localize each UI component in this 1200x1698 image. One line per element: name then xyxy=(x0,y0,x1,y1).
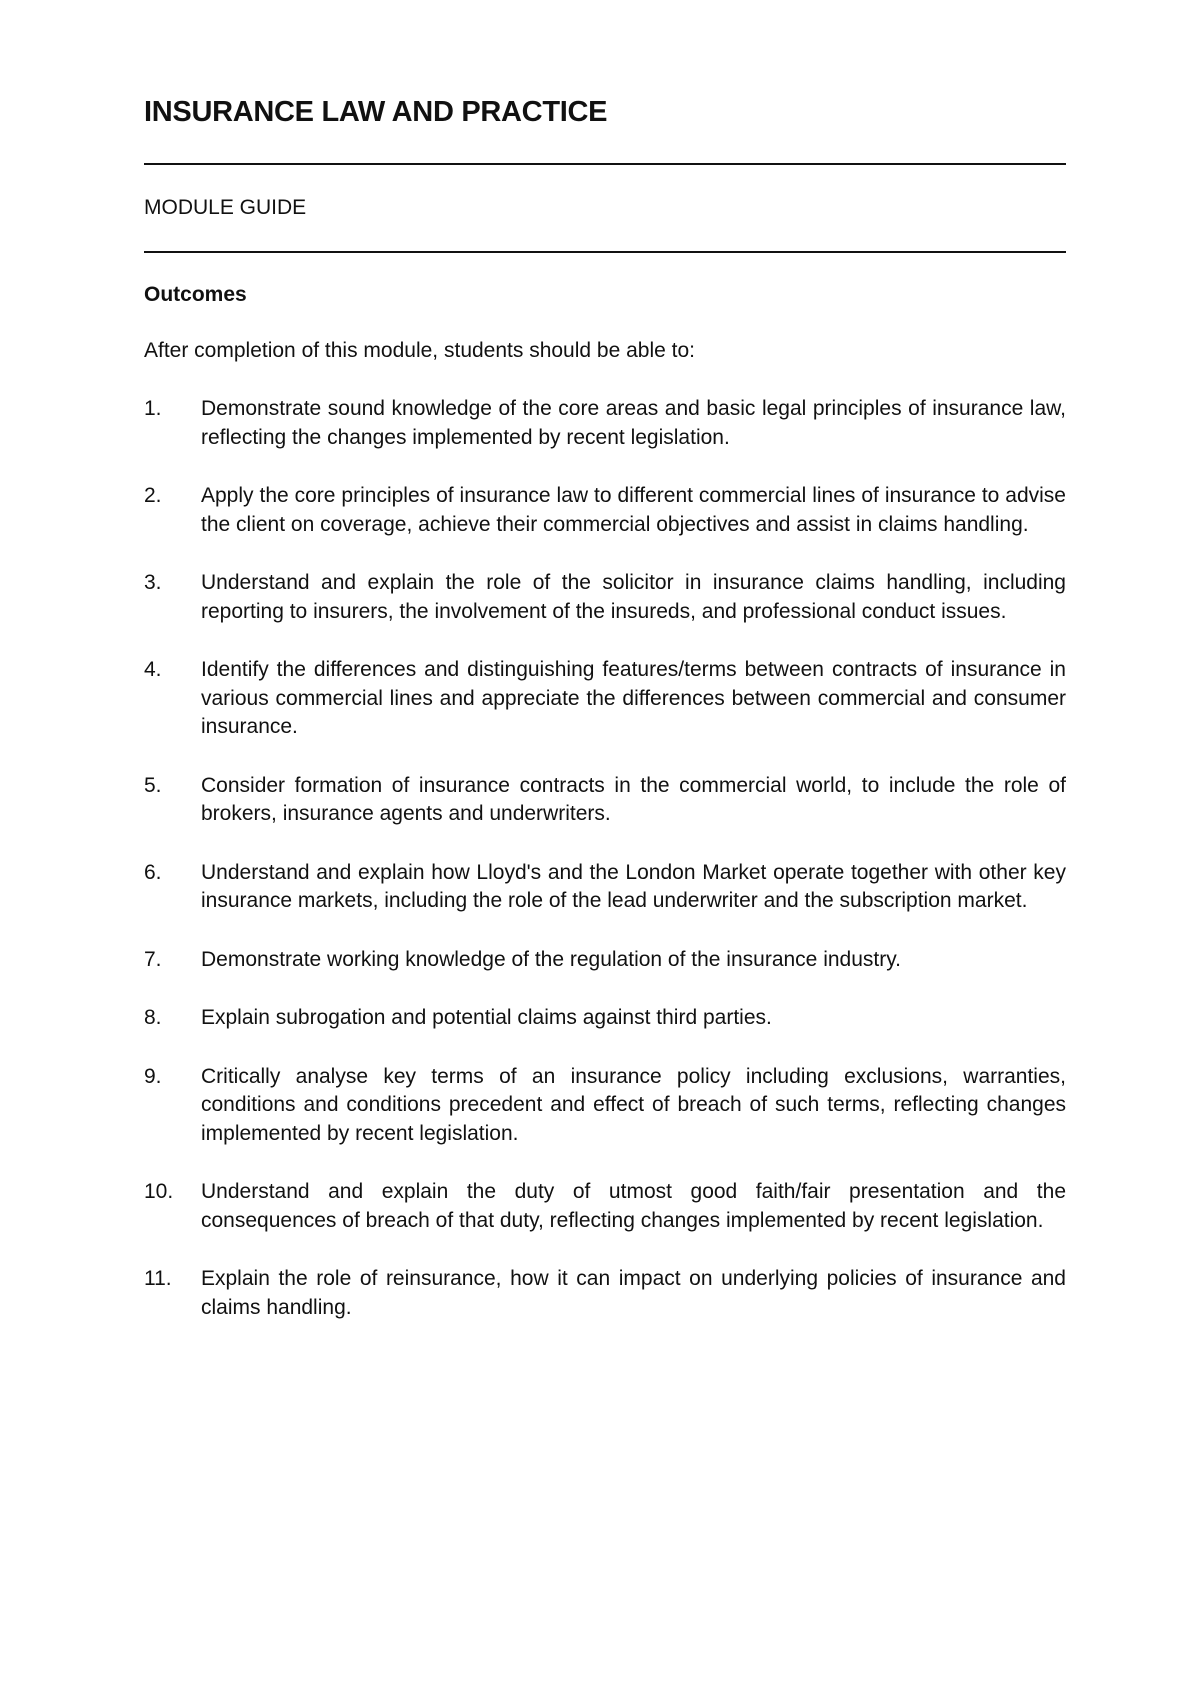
document-title: INSURANCE LAW AND PRACTICE xyxy=(144,96,608,128)
outcome-item xyxy=(144,946,1066,975)
outcome-text: Explain subrogation and potential claims against third parties. xyxy=(201,1006,772,1029)
outcome-number: 5. xyxy=(144,773,162,797)
outcome-item xyxy=(144,1004,1066,1033)
outcome-item xyxy=(144,482,1066,539)
outcome-item xyxy=(144,1178,1066,1235)
outcome-item xyxy=(144,395,1066,452)
outcome-text: Identify the differences and distinguishing features/terms between contracts of insurance in various commercial lines and appreciate the differences between commercial and consumer insurance. xyxy=(201,658,1066,738)
outcome-number: 8. xyxy=(144,1006,162,1029)
outcome-number: 7. xyxy=(144,947,162,971)
outcome-number: 2. xyxy=(144,484,162,507)
outcome-text: Demonstrate working knowledge of the regulation of the insurance industry. xyxy=(201,947,902,971)
outcome-number: 10. xyxy=(144,1180,174,1203)
outcome-item xyxy=(144,1063,1066,1149)
outcome-text: Critically analyse key terms of an insurance policy including exclusions, warranties, conditions and conditions precedent and effect of breach of such terms, reflecting changes implemented by recent legislation. xyxy=(201,1064,1066,1145)
outcome-number: 3. xyxy=(144,571,162,594)
outcome-item xyxy=(144,859,1066,916)
document-subtitle: MODULE GUIDE xyxy=(144,196,307,219)
outcome-text: Understand and explain the duty of utmost good faith/fair presentation and the consequences of breach of that duty, reflecting changes implemented by recent legislation. xyxy=(201,1180,1066,1232)
outcome-number: 9. xyxy=(144,1064,162,1088)
outcome-text: Demonstrate sound knowledge of the core areas and basic legal principles of insurance law, reflecting the changes implemented by recent legislation. xyxy=(201,397,1066,449)
section-heading: Outcomes xyxy=(144,283,247,306)
outcome-text: Consider formation of insurance contracts in the commercial world, to include the role of brokers, insurance agents and underwriters. xyxy=(201,773,1066,825)
outcome-item xyxy=(144,569,1066,626)
outcome-number: 6. xyxy=(144,860,162,884)
title-divider xyxy=(144,163,1066,165)
outcome-text: Apply the core principles of insurance law to different commercial lines of insurance to advise the client on coverage, achieve their commercial objectives and assist in claims handling. xyxy=(201,484,1066,536)
outcomes-list xyxy=(144,395,1066,1352)
outcome-number: 11. xyxy=(144,1267,172,1290)
outcome-item xyxy=(144,772,1066,829)
outcome-number: 1. xyxy=(144,397,162,420)
outcome-number: 4. xyxy=(144,658,162,681)
outcome-text: Understand and explain the role of the solicitor in insurance claims handling, including reporting to insurers, the involvement of the insureds, and professional conduct issues. xyxy=(201,571,1066,623)
outcome-item xyxy=(144,656,1066,742)
outcome-text: Explain the role of reinsurance, how it can impact on underlying policies of insurance and claims handling. xyxy=(201,1267,1066,1319)
outcome-item xyxy=(144,1265,1066,1322)
intro-text: After completion of this module, students should be able to: xyxy=(144,339,695,362)
subtitle-divider xyxy=(144,251,1066,253)
outcome-text: Understand and explain how Lloyd's and the London Market operate together with other key insurance markets, including the role of the lead underwriter and the subscription market. xyxy=(201,860,1066,912)
